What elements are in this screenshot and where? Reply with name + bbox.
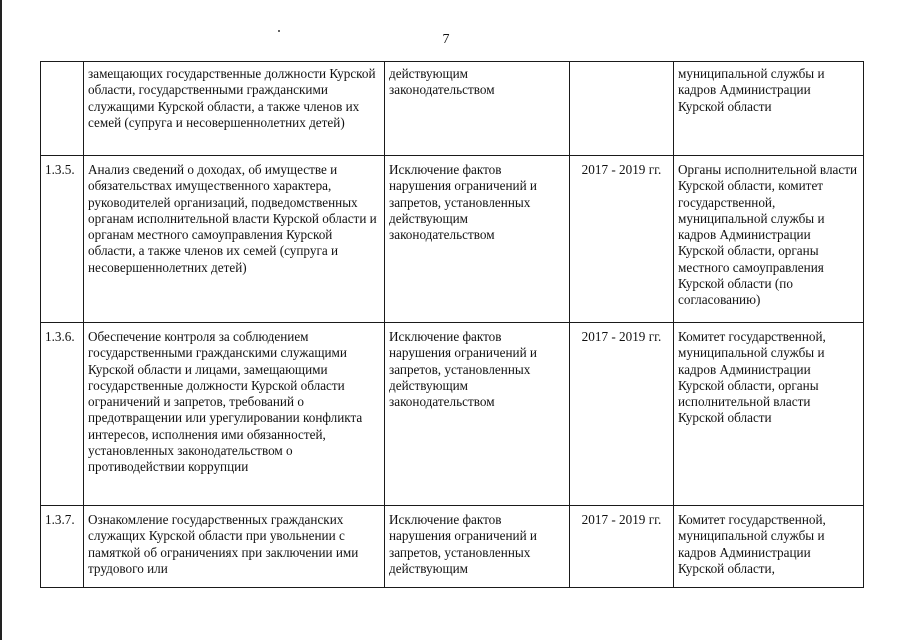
executors-cell: Комитет государственной, муниципальной службы и кадров Администрации Курской области, органы исполнительной власти Курской области: [674, 323, 864, 506]
table-row: [41, 323, 864, 506]
period-cell: [570, 62, 674, 156]
action-plan-table: [40, 61, 864, 588]
row-number-cell: 1.3.7.: [41, 506, 84, 588]
result-cell: Исключение фактов нарушения ограничений и запретов, установленных действующим законодательством: [385, 156, 570, 323]
period-cell: 2017 - 2019 гг.: [570, 506, 674, 588]
table-row: [41, 506, 864, 588]
row-number-cell: 1.3.5.: [41, 156, 84, 323]
page-edge-line: [0, 0, 2, 640]
period-cell: 2017 - 2019 гг.: [570, 323, 674, 506]
executors-cell: Органы исполнительной власти Курской области, комитет государственной, муниципальной службы и кадров Администрации Курской области, органы местного самоуправления Курской области (по согласованию): [674, 156, 864, 323]
table-row: [41, 62, 864, 156]
event-cell: Ознакомление государственных гражданских служащих Курской области при увольнении с памяткой об ограничениях при заключении ими трудового или: [84, 506, 385, 588]
event-cell: Обеспечение контроля за соблюдением государственными гражданскими служащими Курской области и лицами, замещающими государственные должности Курской области ограничений и запретов, требований о предотвращении или урегулировании конфликта интересов, исполнения ими обязанностей, установленных законодательством о противодействии коррупции: [84, 323, 385, 506]
row-number-cell: 1.3.6.: [41, 323, 84, 506]
period-cell: 2017 - 2019 гг.: [570, 156, 674, 323]
executors-cell: Комитет государственной, муниципальной службы и кадров Администрации Курской области,: [674, 506, 864, 588]
event-cell: замещающих государственные должности Курской области, государственными гражданскими служащими Курской области, а также членов их семей (супруга и несовершеннолетних детей): [84, 62, 385, 156]
page-number: 7: [442, 32, 450, 47]
row-number-cell: [41, 62, 84, 156]
table-row: [41, 156, 864, 323]
scan-speck: [278, 30, 280, 32]
executors-cell: муниципальной службы и кадров Администрации Курской области: [674, 62, 864, 156]
result-cell: действующим законодательством: [385, 62, 570, 156]
result-cell: Исключение фактов нарушения ограничений и запретов, установленных действующим законодательством: [385, 323, 570, 506]
event-cell: Анализ сведений о доходах, об имуществе и обязательствах имущественного характера, руководителей организаций, подведомственных органам исполнительной власти Курской области и органам местного самоуправления Курской области, а также членов их семей (супруга и несовершеннолетних детей): [84, 156, 385, 323]
result-cell: Исключение фактов нарушения ограничений и запретов, установленных действующим: [385, 506, 570, 588]
